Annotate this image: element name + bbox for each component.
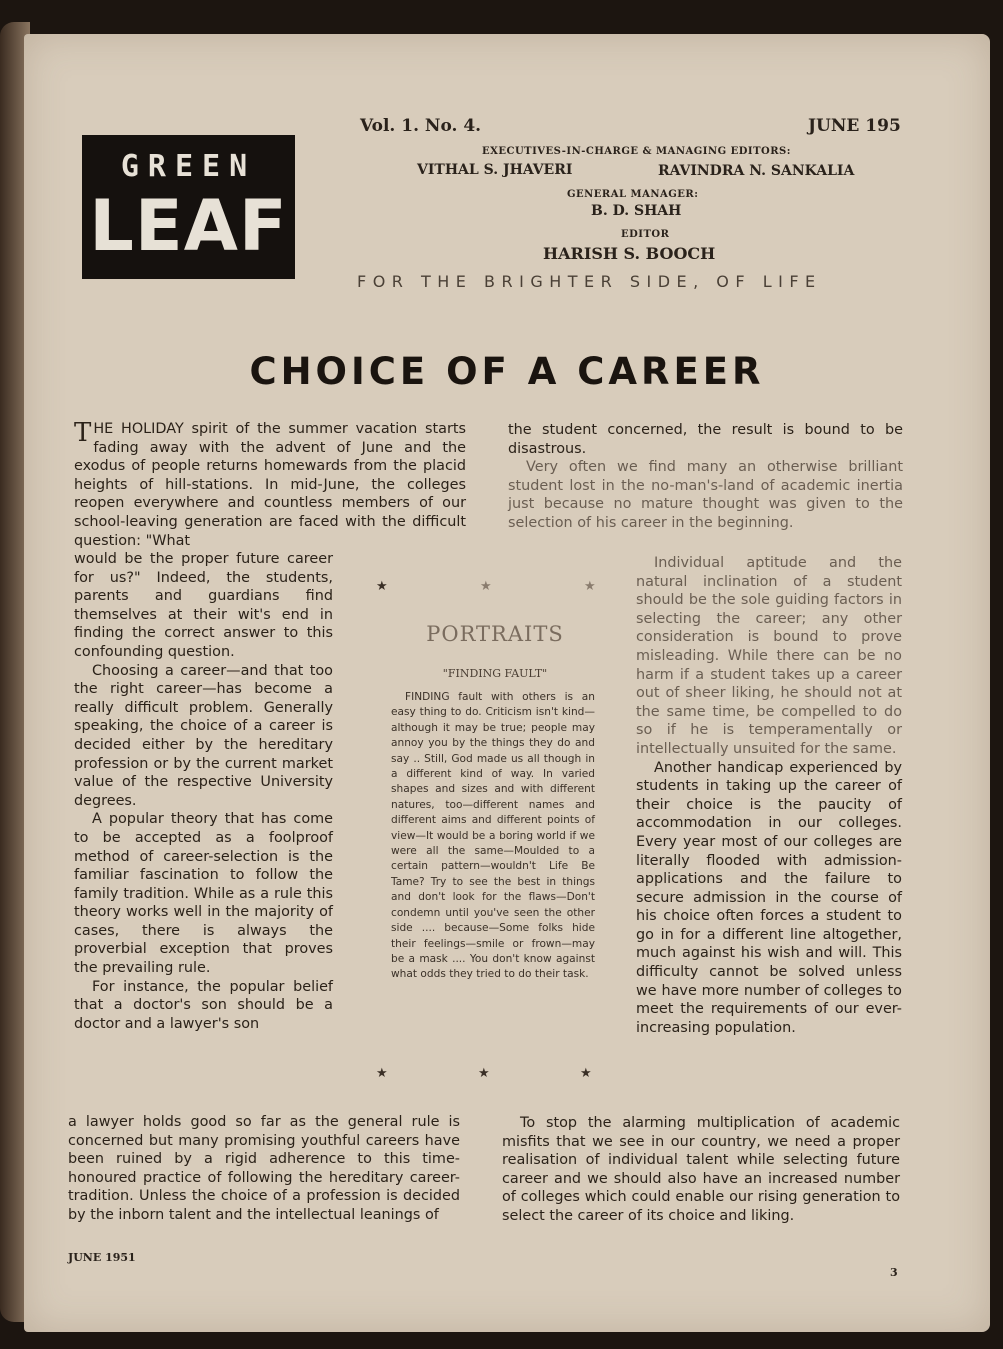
- column-1-paragraph: A popular theory that has come to be accepted as a foolproof method of career-selection is the familiar fascination to follow the family tradition. While as a rule this theory works well in the majority of cases, there is always the proverbial exception that proves the prevailing rule.: [74, 811, 333, 977]
- column-1-top: [74, 420, 466, 550]
- star-ornament: ★: [376, 579, 388, 594]
- magazine-page: [24, 34, 990, 1332]
- sidebar-subtitle: "FINDING FAULT": [442, 667, 548, 680]
- column-2-paragraph: Another handicap experienced by students in taking up the career of their choice is the paucity of accommodation in our colleges. Every year most of our colleges are literally flooded with admission-applications and the failure to secure admission in the course of his choice often forces a student to go in for a different line altogether, much against his wish and will. This difficulty cannot be solved unless we have more number of colleges to meet the requirements of our ever-increasing population.: [636, 759, 902, 1036]
- column-2-paragraph: the student concerned, the result is bound to be disastrous.: [508, 422, 903, 457]
- column-2-paragraph: Individual aptitude and the natural inclination of a student should be the sole guiding factors in selecting the career; any other consideration is bound to prove misleading. While there can be no harm if a student takes up a career out of sheer liking, he should not at the same time, be compelled to do so if he is temperamentally or intellectually unsuited for the same.: [636, 555, 902, 757]
- drop-cap: T: [74, 418, 92, 448]
- column-1-paragraph: For instance, the popular belief that a doctor's son should be a doctor and a lawyer's son: [74, 978, 333, 1032]
- column-2-paragraph: Very often we find many an otherwise brilliant student lost in the no-man's-land of academic inertia just because no mature thought was given to the selection of his career in the beginning.: [508, 459, 903, 531]
- star-ornament: ★: [584, 579, 596, 594]
- logo-top-text: GREEN: [120, 149, 257, 184]
- sidebar-text: [391, 690, 595, 983]
- star-ornament: ★: [480, 579, 492, 594]
- executive-name-1: VITHAL S. JHAVERI: [417, 162, 573, 178]
- executive-name-2: RAVINDRA N. SANKALIA: [658, 163, 855, 179]
- executives-label: EXECUTIVES-IN-CHARGE & MANAGING EDITORS:: [482, 146, 791, 157]
- sidebar-paragraph: FINDING fault with others is an easy thing to do. Criticism isn't kind—although it may be true; people may annoy you by the things they do and say .. Still, God made us all though in a different kind of way. In varied shapes and sizes and with different natures, too—different names and different aims and different points of view—It would be a boring world if we were all the same—Moulded to a certain pattern—wouldn't Life Be Tame? Try to see the best in things and don't look for the flaws—Don't condemn until you've seen the other side .... because—Some folks hide their feelings—smile or frown—may be a mask .... You don't know against what odds they tried to do their task.: [391, 691, 595, 981]
- column-1-top-text: HE HOLIDAY spirit of the summer vacation starts fading away with the advent of June and the exodus of people returns homewards from the placid heights of hill-stations. In mid-June, the colleges reopen everywhere and countless members of our school-leaving generation are faced with the difficult question: "What: [74, 421, 466, 549]
- column-1-bottom: [68, 1113, 460, 1225]
- issue-date: JUNE 195: [808, 116, 901, 136]
- volume-number: Vol. 1. No. 4.: [360, 116, 482, 136]
- column-2-narrow: [636, 554, 902, 1037]
- column-2-bottom: [502, 1114, 900, 1226]
- page-number: 3: [890, 1266, 898, 1279]
- general-manager-label: GENERAL MANAGER:: [567, 189, 699, 200]
- sidebar-title: PORTRAITS: [426, 622, 564, 646]
- article-headline: CHOICE OF A CAREER: [249, 350, 765, 393]
- column-1-bottom-text: a lawyer holds good so far as the general rule is concerned but many promising youthful careers have been ruined by a rigid adherence to this time-honoured practice of following the hereditary career-tradition. Unless the choice of a profession is decided by the inborn talent and the intellectual leanings of: [68, 1114, 460, 1223]
- column-2-bottom-text: To stop the alarming multiplication of academic misfits that we see in our country, we need a proper realisation of individual talent while selecting future career and we should also have an increased number of colleges which could enable our rising generation to select the career of its choice and liking.: [502, 1115, 900, 1224]
- footer-date: JUNE 1951: [68, 1251, 136, 1264]
- tagline: FOR THE BRIGHTER SIDE, OF LIFE: [357, 272, 822, 291]
- general-manager-name: B. D. SHAH: [591, 203, 682, 219]
- star-ornament: ★: [580, 1066, 592, 1081]
- column-1-paragraph: would be the proper future career for us?" Indeed, the students, parents and guardians find themselves at their wit's end in finding the correct answer to this confounding question.: [74, 551, 333, 660]
- green-leaf-logo: [82, 135, 295, 279]
- editor-name: HARISH S. BOOCH: [543, 244, 716, 263]
- editor-label: EDITOR: [621, 229, 670, 240]
- column-1-narrow: [74, 550, 333, 1033]
- column-1-paragraph: Choosing a career—and that too the right career—has become a really difficult problem. Generally speaking, the choice of a career is decided either by the hereditary profession or by the current market value of the respective University degrees.: [74, 662, 333, 809]
- star-ornament: ★: [478, 1066, 490, 1081]
- star-ornament: ★: [376, 1066, 388, 1081]
- logo-bottom-text: LEAF: [89, 185, 288, 267]
- column-2-top: [508, 421, 903, 533]
